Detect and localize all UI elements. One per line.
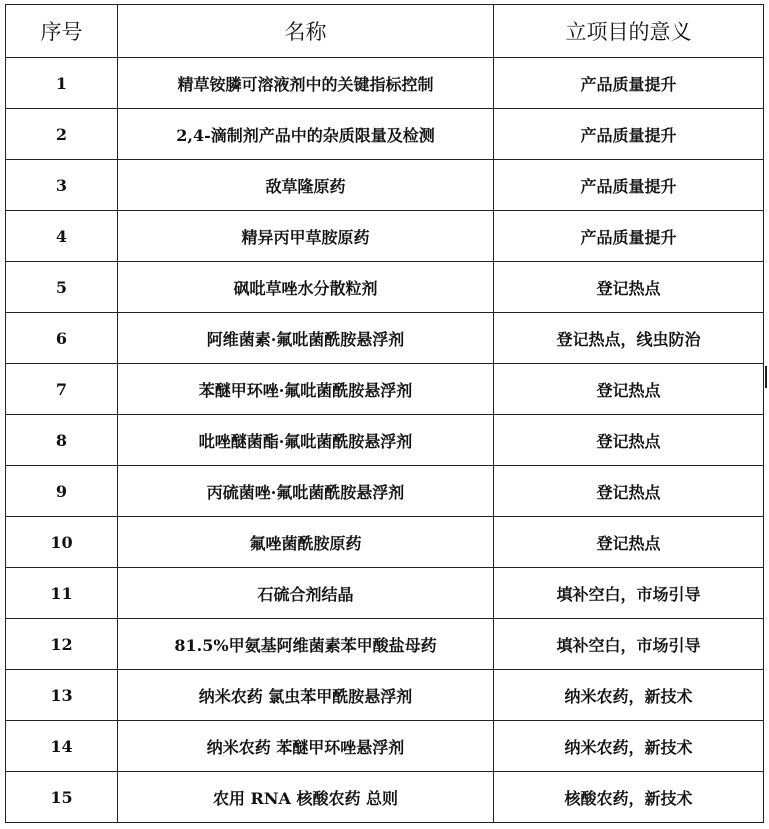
table-row: [6, 211, 764, 262]
table-row: [6, 517, 764, 568]
cell-significance: 登记热点: [494, 517, 764, 568]
cell-significance: 产品质量提升: [494, 109, 764, 160]
table-row: [6, 619, 764, 670]
cell-index: 8: [6, 415, 118, 466]
cell-name: 纳米农药 氯虫苯甲酰胺悬浮剂: [118, 670, 494, 721]
cell-name: 农用 RNA 核酸农药 总则: [118, 772, 494, 823]
cell-significance: 登记热点: [494, 415, 764, 466]
cell-index: 11: [6, 568, 118, 619]
cell-index: 10: [6, 517, 118, 568]
table-row: [6, 313, 764, 364]
cell-index: 7: [6, 364, 118, 415]
cell-index: 5: [6, 262, 118, 313]
cell-significance: 登记热点，线虫防治: [494, 313, 764, 364]
cell-name: 敌草隆原药: [118, 160, 494, 211]
cell-significance: 产品质量提升: [494, 160, 764, 211]
cell-significance: 登记热点: [494, 466, 764, 517]
table-row: [6, 58, 764, 109]
table-row: [6, 721, 764, 772]
header-index: 序号: [6, 5, 118, 58]
cell-significance: 登记热点: [494, 364, 764, 415]
cell-name: 苯醚甲环唑·氟吡菌酰胺悬浮剂: [118, 364, 494, 415]
cell-index: 4: [6, 211, 118, 262]
cell-index: 1: [6, 58, 118, 109]
cell-index: 15: [6, 772, 118, 823]
cell-index: 2: [6, 109, 118, 160]
project-table: [5, 4, 764, 823]
table-row: [6, 568, 764, 619]
cell-name: 吡唑醚菌酯·氟吡菌酰胺悬浮剂: [118, 415, 494, 466]
cell-significance: 产品质量提升: [494, 58, 764, 109]
table-row: [6, 415, 764, 466]
cell-significance: 纳米农药，新技术: [494, 721, 764, 772]
table-row: [6, 160, 764, 211]
cell-name: 丙硫菌唑·氟吡菌酰胺悬浮剂: [118, 466, 494, 517]
cell-significance: 纳米农药，新技术: [494, 670, 764, 721]
header-name: 名称: [118, 5, 494, 58]
cell-name: 石硫合剂结晶: [118, 568, 494, 619]
text-cursor: [765, 366, 767, 388]
cell-significance: 登记热点: [494, 262, 764, 313]
cell-index: 13: [6, 670, 118, 721]
table-row: [6, 466, 764, 517]
header-row: [6, 5, 764, 58]
cell-index: 9: [6, 466, 118, 517]
cell-name: 精草铵膦可溶液剂中的关键指标控制: [118, 58, 494, 109]
cell-name: 砜吡草唑水分散粒剂: [118, 262, 494, 313]
cell-name: 氟唑菌酰胺原药: [118, 517, 494, 568]
cell-index: 14: [6, 721, 118, 772]
cell-significance: 填补空白，市场引导: [494, 568, 764, 619]
cell-name: 81.5%甲氨基阿维菌素苯甲酸盐母药: [118, 619, 494, 670]
header-significance: 立项目的意义: [494, 5, 764, 58]
cell-index: 6: [6, 313, 118, 364]
cell-significance: 产品质量提升: [494, 211, 764, 262]
cell-significance: 填补空白，市场引导: [494, 619, 764, 670]
cell-name: 2,4-滴制剂产品中的杂质限量及检测: [118, 109, 494, 160]
table-row: [6, 670, 764, 721]
table-row: [6, 772, 764, 823]
table-row: [6, 262, 764, 313]
table-row: [6, 364, 764, 415]
cell-significance: 核酸农药，新技术: [494, 772, 764, 823]
cell-name: 阿维菌素·氟吡菌酰胺悬浮剂: [118, 313, 494, 364]
cell-name: 精异丙甲草胺原药: [118, 211, 494, 262]
cell-index: 12: [6, 619, 118, 670]
cell-name: 纳米农药 苯醚甲环唑悬浮剂: [118, 721, 494, 772]
cell-index: 3: [6, 160, 118, 211]
table-row: [6, 109, 764, 160]
